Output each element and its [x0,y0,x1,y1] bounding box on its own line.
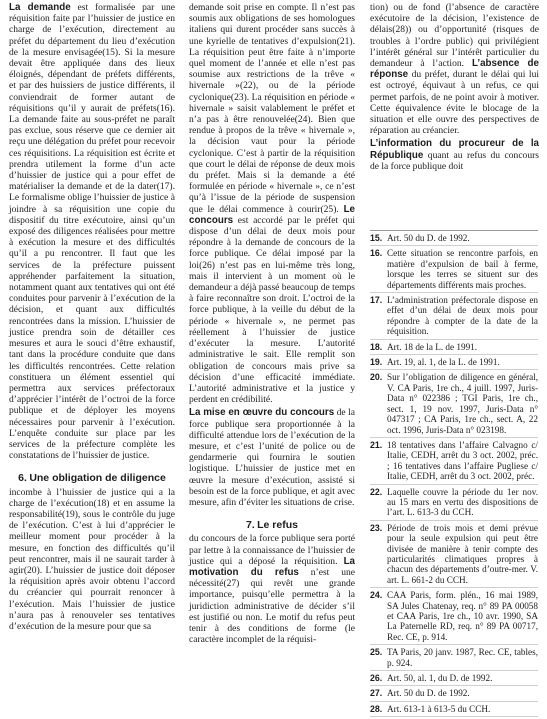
section-number: 6. [18,472,27,485]
footnote-number: 16. [370,248,383,259]
run-in-heading: L’information du procureur de la République [370,138,539,161]
footnote-text: Laquelle couvre la période du 1er nov. au 15 mars en vertu des dispositions de l’art. L. 613-3 du CCH. [387,486,538,518]
footnote-number: 22. [370,486,383,497]
run-in-heading: La demande [9,2,71,13]
paragraph-text: n’est une nécessité(27) qui revêt une grande importance, puisqu’elle permettra à la juridiction administrative de décider s’il est justifié ou non. Le motif du refus peut tenir à des conditions de forme (le caractère incomplet de la réquisi- [189,566,355,646]
footnotes-list [370,230,538,717]
paragraph: incombe à l’huissier de justice qui a la charge de l’exécution(18) et en assume la responsabilité(19), sous le contrôle du juge de l’exécution. C’est à lui d’apprécier le meilleur moment pour procéder à la mesure, en fonction des difficultés qu’il peut rencontrer, mais il ne saurait tarder à agir(20). L’huissier de justice doit déposer la réquisition après avoir obtenu l’accord du créancier qui pourrait renoncer à l’exécution. Mais l’huissier de justice n’aura pas à renouveler ses tentatives d’exécution de la mesure pour que sa [9,486,175,632]
footnote-text: L’administration préfectorale dispose en effet d’un délai de deux mois pour répondre à compter de la date de la réquisition. [387,295,538,337]
section-heading [189,520,355,531]
paragraph [370,2,539,136]
footnote-item [370,231,538,246]
footnote-number: 24. [370,590,383,601]
paragraph [370,138,539,172]
paragraph-text: tion) ou de fond (l’absence de caractère exécutoire de la décision, l’existence de délais(28)) ou d’opportunité (risques de troubles à l’ordre public) qui privilégient l’intérêt général sur l’intérêt particulier du demandeur à l’action. [370,2,539,70]
paragraph-text: quant au refus du concours de la force publique doit [370,149,539,172]
footnote-text: TA Paris, 20 janv. 1987, Rec. CE, tables, p. 924. [387,647,538,668]
paragraph-text: du concours de la force publique sera porté par lettre à la connaissance de l’huissier de justice qui a déposé la réquisition. [189,533,355,567]
footnote-text: Art. 50 du D. de 1992. [387,688,470,699]
footnote-number: 19. [370,357,383,368]
footnote-item [370,686,538,701]
paragraph-text: de la force publique sera proportionnée à la difficulté attendue lors de l’exécution de la mesure, et c’est l’unité de police ou de gendarmerie qui fournira le soutien logistique. L’huissier de justice met en œuvre la mesure d’exécution, assisté si besoin est de la force publique, et agit avec mesure, afin d’éviter les situations de crise. [189,407,355,508]
paragraph [9,2,175,461]
footnote-number: 21. [370,439,383,450]
footnote-item [370,521,538,588]
paragraph [189,2,355,405]
run-in-heading: La motivation du refus [189,555,356,578]
footnote-text: Sur l’obligation de diligence en général, V. CA Paris, 1re ch., 4 juill. 1997, Juris-Data n° 022386 ; TGI Paris, 1re ch., sect. 1, 19 nov. 1997, Juris-Data n° 047317 ; CA Paris, 1re ch., sect. A, 22 oct. 1996, Juris-Data n° 023198. [387,372,538,435]
paragraph-text: est formalisée par une réquisition faite par l’huissier de justice en charge de l’exécution, directement au préfet du département du lieu d’exécution de la mesure envisagée(15). Si la mesure devait être appliquée dans des lieux éloignés, dépendant de préfets différents, et par des huissiers de justice différents, il conviendrait de former autant de réquisitions qu’il y aurait de préfets(16). La demande faite au sous-préfet ne paraît pas exclue, sous réserve que ce dernier ait reçu une délégation du préfet pour recevoir ces réquisitions. La réquisition est écrite et prendra utilement la forme d’un acte d’huissier de justice qui a pour effet de matérialiser la demande et de la dater(17). Le formalisme oblige l’huissier de justice à joindre à sa réquisition une copie du dispositif du titre exécutoire, ainsi qu’un exposé des diligences réalisées pour mettre à exécution la mesure et des difficultés qu’il a pu rencontrer. Il faut que les services de la préfecture puissent appréhender parfaitement la situation, notamment quant aux tentatives qui ont été conduites pour parvenir à l’exécution de la décision, et quant aux difficultés rencontrées dans la mission. L’huissier de justice prendra soin de détailler ces mesures et aura le souci d’être exhaustif, tant dans la procédure conduite que dans les difficultés rencontrées. Cette relation constituera un élément essentiel qui permettra aux services préfectoraux d’apprécier l’intérêt de l’octroi de la force publique et de déployer les moyens nécessaires pour parvenir à l’exécution. L’enquête conduite sur place par les services de la préfecture complète les constatations de l’huissier de justice. [9,2,175,462]
footnote-number: 23. [370,522,383,533]
paragraph-text: demande soit prise en compte. Il n’est pas soumis aux obligations de ses homologues italiens qui durent procéder sans succès à une kyrielle de tentatives d’expulsion(21). La réquisition peut être faite à n’importe quel moment de l’année et elle n’est pas soumise aux restrictions de la trêve « hivernale »(22), ou de la période cyclonique(23). La réquisition en période « hivernale » saisit valablement le préfet et n’a pas à être renouvelée(24). Bien que rendue à propos de la trêve « hivernale », la décision vaut pour la période cyclonique. C’est à partir de la réquisition que court le délai de réponse de deux mois du préfet. Mais si la demande a été formulée en période « hivernale », ce n’est qu’à l’issue de la période de suspension que le délai commence à courir(25). [189,2,355,215]
footnote-number: 20. [370,372,383,383]
paragraph-text: du préfet, durant le délai qui lui est octroyé, équivaut à un refus, ce qui permet parfois, de ne point avoir à motiver. Cette équivalence évite le blocage de la situation et elle ouvre des perspectives de réparation au créancier. [370,69,539,137]
section-title: Une obligation de diligence [29,472,166,485]
footnote-text: Art. 50, al. 1, du D. de 1992. [387,673,493,684]
footnote-number: 26. [370,673,383,684]
section-heading [9,473,175,484]
footnote-text: Art. 50 du D. de 1992. [387,233,470,243]
footnote-item [370,370,538,437]
footnote-number: 27. [370,688,383,699]
footnote-item [370,246,538,293]
footnote-item [370,485,538,521]
paragraph-text: est accordé par le préfet qui dispose d’un délai de deux mois pour répondre à la demande de concours de la force publique. Ce délai imposé par la loi(26) n’est pas en lui-même très long, mais il intervient à un moment où le demandeur a déjà passé beaucoup de temps à faire reconnaître son droit. L’octroi de la force publique, à la veille du début de la période « hivernale », ne permet pas réellement à l’huissier de justice d’exécuter la mesure. L’autorité administrative le sait. Elle remplit son obligation de concours mais prive sa décision d’une efficacité immédiate. L’autorité administrative et la justice y perdent en crédibilité. [189,214,355,406]
footnote-number: 18. [370,341,383,352]
footnote-text: Art. 18 de la L. de 1991. [387,341,478,352]
column-2 [189,2,355,645]
run-in-heading: L’absence de réponse [370,58,539,81]
footnote-text: Période de trois mois et demi prévue pour la seule expulsion qui peut être divisée de manière à tenir compte des particularités climatiques propres à chacun des départements d’outre-mer. V. art. L. 661-2 du CCH. [387,522,538,585]
footnote-item [370,588,538,645]
footnote-text: 18 tentatives dans l’affaire Calvagno c/ Italie, CEDH, arrêt du 3 oct. 2002, préc. ; 16 tentatives dans l’affaire Pugliese c/ Italie, CEDH, arrêt du 3 oct. 2002, préc. [387,439,538,482]
run-in-heading: Le concours [189,203,355,226]
footnote-item [370,645,538,671]
footnote-text: Art. 19, al. 1, de la L. de 1991. [387,357,500,368]
footnote-text: CAA Paris, form. plén., 16 mai 1989, SA Jules Chatenay, req. n° 89 PA 00058 et CAA Paris, 1re ch., 10 avr. 1990, SA La Paternelle RD, req. n° 89 PA 00717, Rec. CE, p. 914. [387,590,538,642]
footnote-item [370,355,538,370]
footnote-item [370,702,538,717]
run-in-heading: La mise en œuvre du concours [189,407,335,419]
paragraph [189,533,355,645]
column-3 [370,2,539,172]
footnote-item [370,293,538,340]
footnote-number: 25. [370,647,383,658]
section-title: Le refus [257,519,298,532]
footnote-text: Art. 613-1 à 613-5 du CCH. [387,703,491,714]
footnote-text: Cette situation se rencontre parfois, en matière d’expulsion de bail à ferme, lorsque les terres se situent sur des départements différents mais proches. [387,248,538,290]
footnote-number: 28. [370,703,383,714]
footnote-item [370,340,538,355]
column-1 [9,2,175,632]
footnote-number: 17. [370,295,383,306]
footnote-item [370,671,538,686]
section-number: 7. [245,519,255,532]
footnote-item [370,438,538,485]
footnote-number: 15. [370,233,383,243]
paragraph [189,407,355,508]
